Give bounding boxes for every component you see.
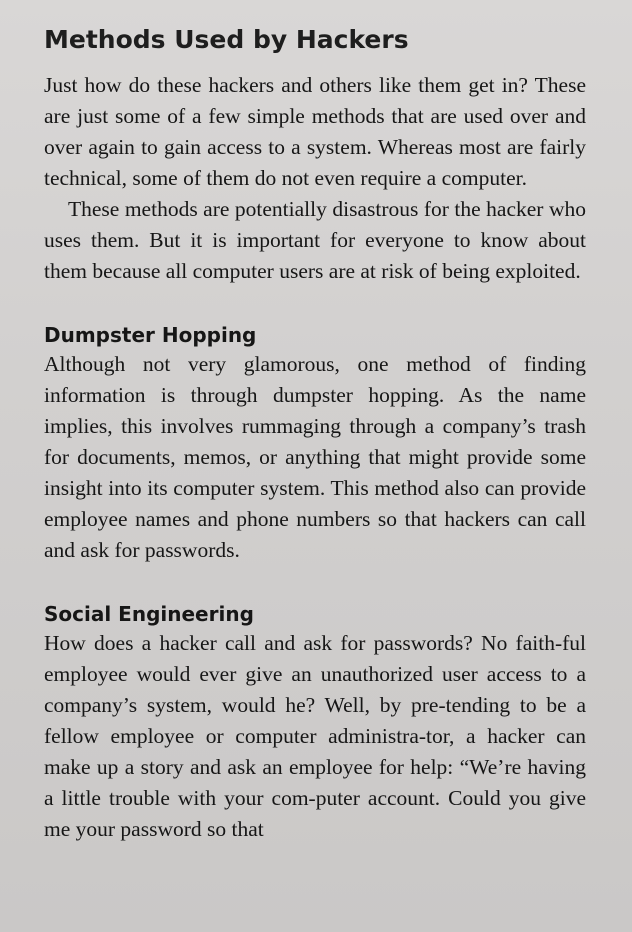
section-gap [44,287,586,321]
section-social-engineering [44,600,586,845]
page-heading: Methods Used by Hackers [44,25,409,54]
section-body-dumpster-hopping: Although not very glamorous, one method of finding information is through dumpster hopping. As the name implies, this involves rummaging through a company’s trash for documents, memos, or anything that might provide some insight into its computer system. This method also can provide employee names and phone numbers so that hackers can call and ask for passwords. [44,352,586,562]
section-gap [44,566,586,600]
section-body-social-engineering: How does a hacker call and ask for passwords? No faith-ful employee would ever give an unauthorized user access to a company’s system, would he? Well, by pre-tending to be a fellow employee or computer administra-tor, a hacker can make up a story and ask an employee for help: “We’re having a little trouble with your com-puter account. Could you give me your password so that [44,631,586,841]
intro-paragraph-2: These methods are potentially disastrous for the hacker who uses them. But it is important for everyone to know about them because all computer users are at risk of being exploited. [44,197,586,283]
section-title-social-engineering: Social Engineering [44,602,254,626]
section-title-dumpster-hopping: Dumpster Hopping [44,323,257,347]
intro-paragraph-1: Just how do these hackers and others like them get in? These are just some of a few simple methods that are used over and over again to gain access to a system. Whereas most are fairly technical, some of them do not even require a computer. [44,73,586,190]
section-dumpster-hopping [44,321,586,566]
